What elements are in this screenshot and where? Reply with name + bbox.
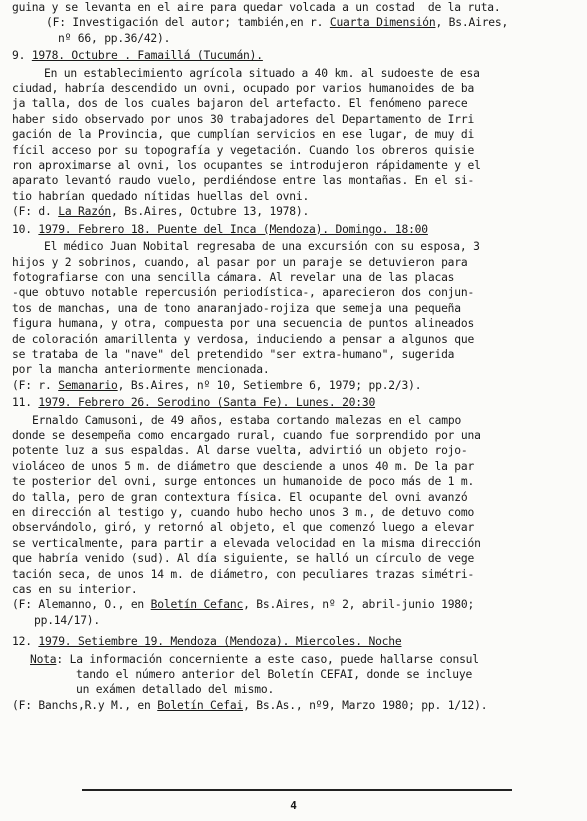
body-line: El médico Juan Nobital regresaba de una excursión con su esposa, 3 — [44, 240, 480, 254]
case-11-source-line2: pp.14/17). — [34, 613, 101, 627]
source-prefix: (F: r. — [12, 378, 59, 392]
body-line: se verticalmente, para partir a elevada velocidad en la misma dirección — [12, 536, 481, 550]
publication-name: Boletín Cefai — [157, 698, 244, 712]
source-suffix: , Bs.As., nº9, Marzo 1980; pp. 1/12). — [243, 698, 488, 712]
body-line: tación seca, de unos 14 m. de diámetro, con peculiares trazas simétri- — [12, 567, 475, 581]
case-12-note — [12, 652, 579, 667]
case-11-heading — [12, 395, 579, 410]
source-note-line2: nº 66, pp.36/42). — [58, 31, 171, 45]
case-heading-text: 1979. Febrero 18. Puente del Inca (Mendoza). Domingo. 18:00 — [38, 222, 428, 236]
publication-name: Semanario — [58, 378, 118, 392]
page-number: 4 — [290, 799, 297, 812]
body-line: ron aproximarse al ovni, los ocupantes se introdujeron rápidamente y el — [12, 159, 481, 173]
body-line: gación de la Provincia, que cumplían servicios en ese lugar, de muy di — [12, 128, 475, 142]
body-line: haber sido observado por unos 30 trabajadores del Departamento de Irri — [12, 112, 475, 126]
body-line: por la mancha anteriormente mencionada. — [12, 363, 270, 377]
body-line: -que obtuvo notable repercusión periodística-, aparecieron dos conjun- — [12, 286, 475, 300]
publication-name: La Razón — [58, 205, 112, 219]
note-label: Nota — [30, 652, 57, 666]
source-note — [12, 15, 579, 30]
source-suffix: , Bs.Aires, nº 10, Setiembre 6, 1979; pp.2/3). — [117, 378, 422, 392]
case-number: 11. — [12, 396, 39, 410]
case-number: 12. — [12, 635, 39, 649]
source-prefix: (F: Alemanno, O., en — [12, 598, 151, 612]
body-line: aparato levantó raudo vuelo, perdiéndose entre las montañas. En el si- — [12, 174, 475, 188]
body-line: en dirección al testigo y, cuando hubo hecho unos 3 m., de detuvo como — [12, 506, 475, 519]
continuation-line: guina y se levanta en el aire para quedar volcada a un costad de la ruta. — [12, 1, 501, 14]
case-11-source — [12, 597, 579, 612]
case-heading-text: 1979. Febrero 26. Serodino (Santa Fe). Lunes. 20:30 — [38, 396, 376, 410]
body-line: ciudad, habría descendido un ovni, ocupado por varios humanoides de ba — [12, 82, 475, 96]
footer-rule — [82, 789, 512, 791]
source-suffix: , Bs.Aires, nº 2, abril-junio 1980; — [243, 598, 475, 612]
body-line: fotografiarse con una sencilla cámara. Al revelar una de las placas — [12, 270, 455, 284]
body-line: Ernaldo Camusoni, de 49 años, estaba cortando malezas en el campo — [32, 413, 462, 427]
note-line: tando el número anterior del Boletín CEFAI, donde se incluye — [76, 668, 473, 682]
body-line: se trataba de la "nave" del pretendido "ser extra-humano", sugerida — [12, 347, 455, 361]
note-text: : La información concerniente a este caso, puede hallarse consul — [56, 652, 479, 666]
body-line: En un establecimiento agrícola situado a 40 km. al sudoeste de esa — [44, 66, 480, 80]
case-9-body — [12, 66, 579, 205]
body-line: cas en su interior. — [12, 583, 138, 597]
source-prefix: (F: d. — [12, 205, 59, 219]
case-10-source — [12, 378, 579, 393]
body-line: donde se desempeña como encargado rural, cuando fue sorprendido por una — [12, 428, 481, 442]
case-number: 9. — [12, 49, 32, 63]
body-line: violáceo de unos 5 m. de diámetro que desciende a unos 40 m. De la par — [12, 459, 475, 473]
body-line: tio habrían quedado nítidas huellas del ovni. — [12, 189, 310, 203]
source-prefix: (F: Banchs,R.y M., en — [12, 698, 158, 712]
body-line: potente luz a sus espaldas. Al darse vuelta, advirtió un objeto rojo- — [12, 444, 468, 458]
case-9-source — [12, 204, 579, 219]
body-line: fícil acceso por su topografía y vegetación. Cuando los obreros quisie — [12, 143, 475, 157]
case-10-body — [12, 239, 579, 378]
case-11-body — [12, 413, 579, 598]
body-line: hijos y 2 sobrinos, cuando, al pasar por un paraje se detuvieron para — [12, 255, 468, 269]
body-line: tos de manchas, una de tono anaranjado-rojiza que semeja una pequeña — [12, 301, 461, 315]
magazine-title: Cuarta Dimensión — [329, 16, 436, 30]
case-10-heading — [12, 222, 579, 237]
source-prefix: (F: Investigación del autor; también,en r. — [46, 16, 330, 30]
body-line: te posterior del ovni, surge entonces un humanoide de poco más de 1 m. — [12, 475, 475, 489]
case-heading-text: 1978. Octubre . Famaillá (Tucumán). — [31, 49, 263, 63]
case-heading-text: 1979. Setiembre 19. Mendoza (Mendoza). Miercoles. Noche — [38, 635, 402, 649]
case-12-heading — [12, 634, 579, 649]
case-12-source — [12, 698, 579, 713]
body-line: que habría venido (sud). Al día siguiente, se halló un círculo de vege — [12, 552, 475, 566]
source-suffix: , Bs.Aires, — [435, 16, 509, 30]
source-suffix: , Bs.Aires, Octubre 13, 1978). — [111, 205, 310, 219]
body-line: de coloración amarillenta y verdosa, induciendo a pensar a algunos que — [12, 332, 475, 346]
publication-name: Boletín Cefanc — [150, 598, 244, 612]
body-line: figura humana, y otra, compuesta por una secuencia de puntos alineados — [12, 317, 475, 331]
note-line: un exámen detallado del mismo. — [76, 683, 275, 697]
body-line: observándolo, giró, y retornó al objeto, el que comenzó luego a elevar — [12, 521, 475, 535]
case-9-heading — [12, 48, 579, 63]
body-line: ja talla, dos de los cuales bajaron del artefacto. El fenómeno parece — [12, 97, 468, 111]
case-number: 10. — [12, 222, 39, 236]
body-line: do talla, pero de gran contextura física. El ocupante del ovni avanzó — [12, 490, 468, 504]
